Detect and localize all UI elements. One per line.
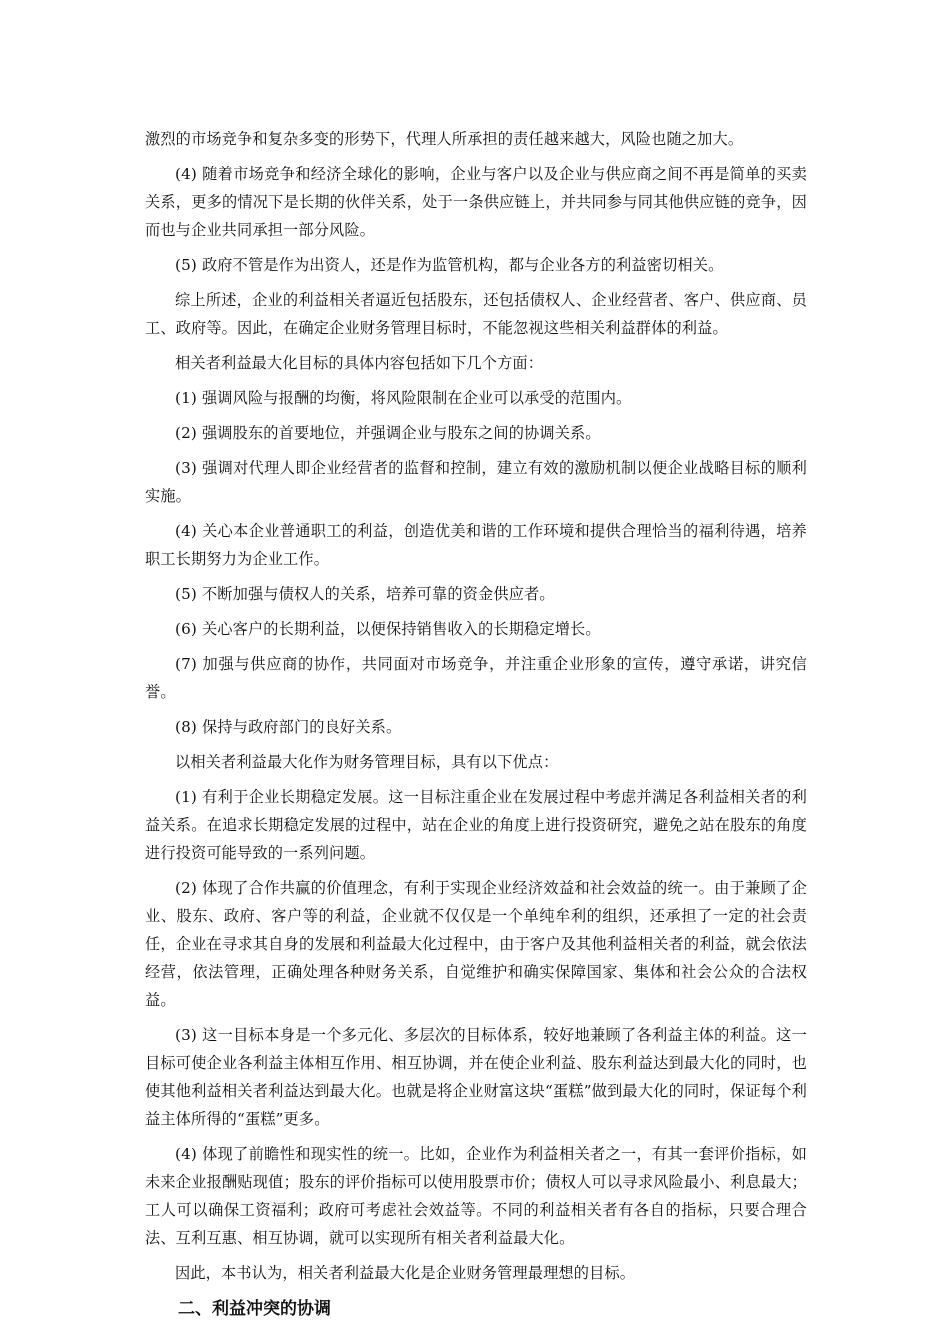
list-item-advantage-1: (1) 有利于企业长期稳定发展。这一目标注重企业在发展过程中考虑并满足各利益相关者的利益关系。在追求长期稳定发展的过程中，站在企业的角度上进行投资研究，避免之站在股东的角度进行投资可能导致的一系列问题。 (145, 788, 807, 862)
list-item-content-7: (7) 加强与供应商的协作，共同面对市场竞争，并注重企业形象的宣传，遵守承诺，讲究信誉。 (145, 655, 807, 701)
paragraph-advantages-intro: 以相关者利益最大化作为财务管理目标，具有以下优点： (175, 753, 559, 771)
paragraph-conclusion: 因此，本书认为，相关者利益最大化是企业财务管理最理想的目标。 (175, 1264, 636, 1282)
list-item-advantage-3: (3) 这一目标本身是一个多元化、多层次的目标体系，较好地兼顾了各利益主体的利益。这一目标可使企业各利益主体相互作用、相互协调，并在使企业利益、股东利益达到最大化的同时，也使其他利益相关者利益达到最大化。也就是将企业财富这块“蛋糕”做到最大化的同时，保证每个利益主体所得的“蛋糕”更多。 (145, 1026, 807, 1128)
list-item-content-1: (1) 强调风险与报酬的均衡，将风险限制在企业可以承受的范围内。 (175, 389, 632, 407)
section-heading: 二、利益冲突的协调 (178, 1299, 331, 1319)
list-item-content-6: (6) 关心客户的长期利益，以便保持销售收入的长期稳定增长。 (175, 620, 601, 638)
document-page (145, 125, 807, 1323)
list-item-content-5: (5) 不断加强与债权人的关系，培养可靠的资金供应者。 (175, 585, 555, 603)
paragraph-agent-risk: 激烈的市场竞争和复杂多变的形势下，代理人所承担的责任越来越大，风险也随之加大。 (145, 130, 744, 148)
list-item-content-2: (2) 强调股东的首要地位，并强调企业与股东之间的协调关系。 (175, 424, 601, 442)
list-item-content-3: (3) 强调对代理人即企业经营者的监督和控制，建立有效的激励机制以便企业战略目标的顺利实施。 (145, 459, 807, 505)
paragraph-content-intro: 相关者利益最大化目标的具体内容包括如下几个方面： (175, 354, 544, 372)
list-item-advantage-4: (4) 体现了前瞻性和现实性的统一。比如，企业作为利益相关者之一，有其一套评价指标，如未来企业报酬贴现值；股东的评价指标可以使用股票市价；债权人可以寻求风险最小、利息最大；工人可以确保工资福利；政府可考虑社会效益等。不同的利益相关者有各自的指标，只要合理合法、互利互惠、相互协调，就可以实现所有相关者利益最大化。 (145, 1145, 807, 1247)
paragraph-item-5-government: (5) 政府不管是作为出资人，还是作为监管机构，都与企业各方的利益密切相关。 (175, 256, 724, 274)
list-item-advantage-2: (2) 体现了合作共赢的价值理念，有利于实现企业经济效益和社会效益的统一。由于兼顾了企业、股东、政府、客户等的利益，企业就不仅仅是一个单纯牟利的组织，还承担了一定的社会责任，企业在寻求其自身的发展和利益最大化过程中，由于客户及其他利益相关者的利益，就会依法经营，依法管理，正确处理各种财务关系，自觉维护和确实保障国家、集体和社会公众的合法权益。 (145, 879, 807, 1009)
paragraph-item-4-suppliers: (4) 随着市场竞争和经济全球化的影响，企业与客户以及企业与供应商之间不再是简单的买卖关系，更多的情况下是长期的伙伴关系，处于一条供应链上，并共同参与同其他供应链的竞争，因而也与企业共同承担一部分风险。 (145, 165, 807, 239)
list-item-content-8: (8) 保持与政府部门的良好关系。 (175, 718, 402, 736)
paragraph-summary-stakeholders: 综上所述，企业的利益相关者逼近包括股东，还包括债权人、企业经营者、客户、供应商、员工、政府等。因此，在确定企业财务管理目标时，不能忽视这些相关利益群体的利益。 (145, 291, 807, 337)
list-item-content-4: (4) 关心本企业普通职工的利益，创造优美和谐的工作环境和提供合理恰当的福利待遇，培养职工长期努力为企业工作。 (145, 522, 807, 568)
